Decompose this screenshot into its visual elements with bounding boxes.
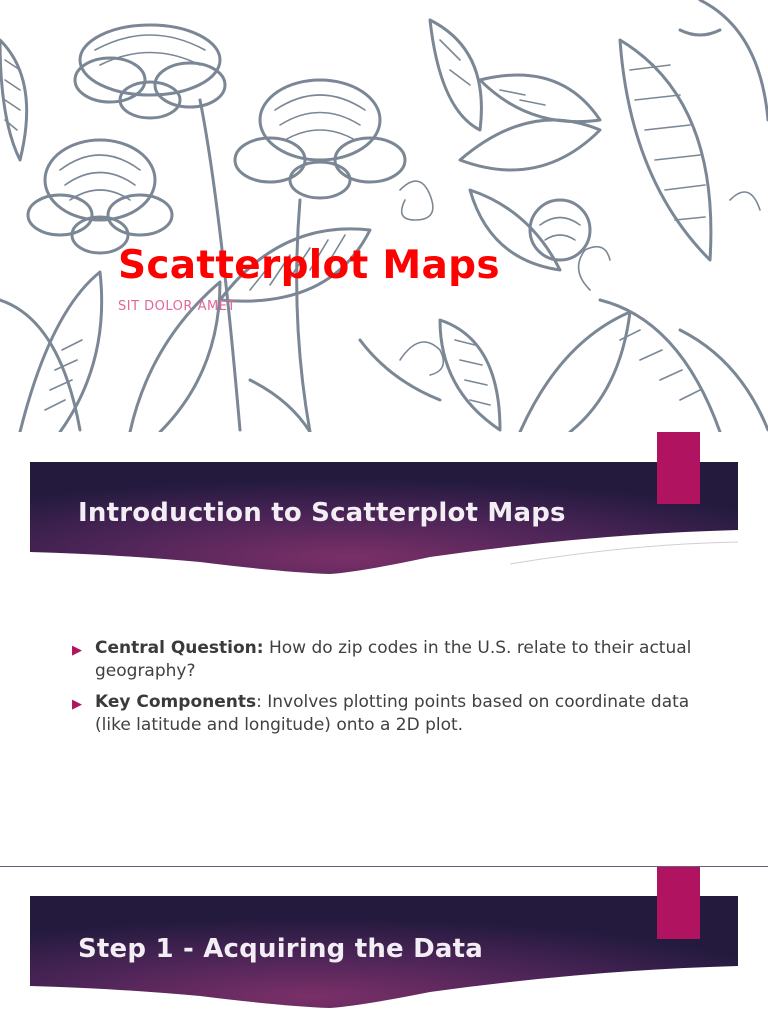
heading-banner [30, 896, 738, 1008]
floral-background-art [0, 0, 768, 432]
bullet-label: Key Components [95, 692, 257, 712]
accent-tab [657, 867, 700, 939]
list-item [72, 691, 692, 737]
right-triangle-bullet-icon: ▶ [72, 643, 82, 658]
accent-tab [657, 432, 700, 504]
heading-banner [30, 462, 738, 574]
title-slide [0, 0, 768, 432]
right-triangle-bullet-icon: ▶ [72, 697, 82, 712]
bullet-list [72, 637, 692, 745]
slide-heading: Introduction to Scatterplot Maps [78, 498, 566, 528]
list-item [72, 637, 692, 683]
bullet-text: : Involves plotting points based on coordinate data (like latitude and longitude) onto a 2D plot. [95, 692, 690, 735]
content-slide-step-1 [0, 866, 768, 1025]
slide-subtitle: SIT DOLOR AMET [118, 299, 236, 314]
content-slide-introduction [0, 432, 768, 866]
slide-heading: Step 1 - Acquiring the Data [78, 934, 484, 964]
bullet-label: Central Question: [95, 638, 264, 658]
slide-title: Scatterplot Maps [118, 243, 500, 288]
bullet-text: How do zip codes in the U.S. relate to their actual geography? [95, 638, 692, 681]
